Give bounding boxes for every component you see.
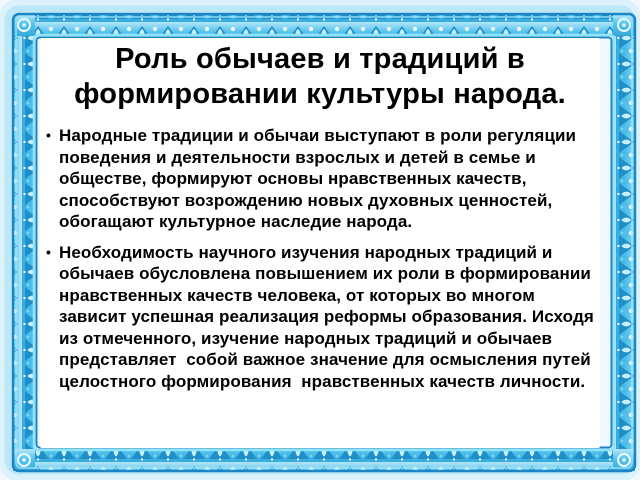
slide-content-area xyxy=(40,38,600,448)
list-item xyxy=(46,125,596,233)
bullet-marker-icon: • xyxy=(46,127,51,143)
bullet-text: Необходимость научного изучения народных традиций и обычаев обусловлена повышением их роли в формировании нравственных качеств человека, от которых во многом зависит успешная реализация реформы образования. Исходя из отмеченного, изучение народных традиций и обычаев представляет собой важное значение для осмысления путей целостного формирования нравственных качеств личности. xyxy=(59,242,599,391)
slide-title: Роль обычаев и традиций в формировании культуры народа. xyxy=(74,43,566,110)
bullet-marker-icon: • xyxy=(46,243,51,260)
bullet-list xyxy=(44,125,599,392)
list-item xyxy=(46,242,599,393)
bullet-text: Народные традиции и обычаи выступают в роли регуляции поведения и деятельности взрослых и детей в семье и обществе, формируют основы нравственных качеств, способствуют возрождению новых духовных ценностей, обогащают культурное наследие народа. xyxy=(59,126,581,231)
